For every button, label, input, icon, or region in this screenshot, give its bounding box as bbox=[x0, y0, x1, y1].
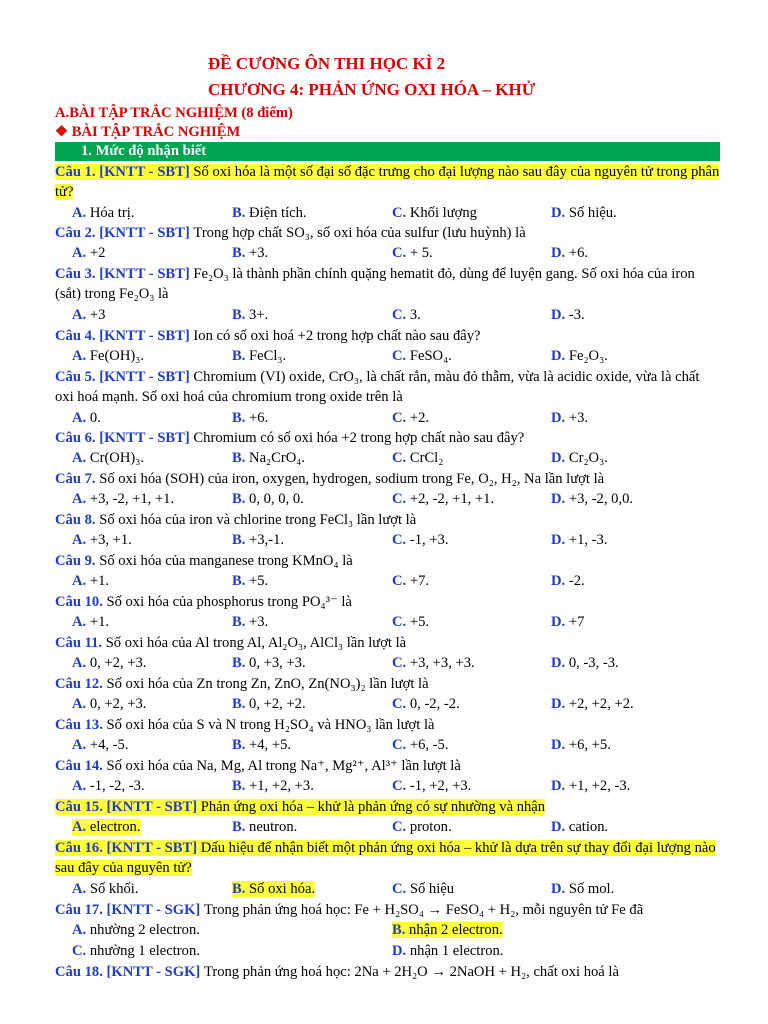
question-number: Câu 8. bbox=[55, 512, 100, 528]
question-text: Trong hợp chất SO₃, số oxi hóa của sulfur (lưu huỳnh) là bbox=[193, 225, 526, 241]
question-6 bbox=[55, 428, 720, 448]
question-2 bbox=[55, 223, 720, 243]
doc-title: ĐỀ CƯƠNG ÔN THI HỌC KÌ 2 bbox=[208, 54, 446, 73]
option-c[interactable]: C. 0, -2, -2. bbox=[392, 696, 460, 712]
question-9 bbox=[55, 551, 720, 571]
question-source-tag: [KNTT - SBT] bbox=[99, 164, 194, 180]
option-a[interactable]: A. +3 bbox=[72, 307, 106, 323]
option-a[interactable]: A. 0, +2, +3. bbox=[72, 655, 147, 671]
option-c[interactable]: C. +7. bbox=[392, 573, 430, 589]
option-b[interactable]: B. Số oxi hóa. bbox=[232, 881, 316, 897]
option-a[interactable]: A. Fe(OH)₃. bbox=[72, 348, 144, 364]
option-b[interactable]: B. 0, 0, 0, 0. bbox=[232, 491, 304, 507]
question-15 bbox=[55, 797, 720, 817]
option-d[interactable]: D. 0, -3, -3. bbox=[551, 655, 619, 671]
options-row bbox=[72, 203, 732, 223]
question-number: Câu 6. bbox=[55, 430, 100, 446]
question-number: Câu 2. bbox=[55, 225, 100, 241]
question-number: Câu 1. bbox=[55, 164, 100, 180]
question-4 bbox=[55, 326, 720, 346]
option-c[interactable]: C. +5. bbox=[392, 614, 430, 630]
question-text: Số oxi hóa của manganese trong KMnO₄ là bbox=[99, 553, 353, 569]
question-10 bbox=[55, 592, 720, 612]
question-3 bbox=[55, 264, 720, 304]
question-source-tag: [KNTT - SBT] bbox=[99, 266, 194, 282]
options-row bbox=[72, 305, 732, 325]
options-row bbox=[72, 408, 732, 428]
option-c[interactable]: C. +3, +3, +3. bbox=[392, 655, 475, 671]
option-c[interactable]: C. +2. bbox=[392, 410, 430, 426]
question-text: Ion có số oxi hoá +2 trong hợp chất nào sau đây? bbox=[193, 328, 481, 344]
question-text: Chromium có số oxi hóa +2 trong hợp chất nào sau đây? bbox=[193, 430, 525, 446]
options-row bbox=[72, 243, 732, 263]
option-d[interactable]: D. Số mol. bbox=[551, 881, 615, 897]
question-5 bbox=[55, 367, 720, 407]
option-d[interactable]: D. +3, -2, 0,0. bbox=[551, 491, 634, 507]
option-a[interactable]: A. -1, -2, -3. bbox=[72, 778, 145, 794]
options-row bbox=[72, 817, 732, 837]
option-a[interactable]: A. Hóa trị. bbox=[72, 205, 135, 221]
question-7 bbox=[55, 469, 720, 489]
question-number: Câu 17. bbox=[55, 902, 107, 918]
options-row bbox=[72, 530, 732, 550]
question-number: Câu 5. bbox=[55, 369, 100, 385]
option-b[interactable]: B. +3. bbox=[232, 245, 269, 261]
question-text: Số oxi hóa của iron và chlorine trong FeCl₃ lần lượt là bbox=[99, 512, 417, 528]
question-number: Câu 18. bbox=[55, 964, 107, 980]
options-row bbox=[72, 879, 732, 899]
question-text: Chromium (VI) oxide, CrO₃, là chất rắn, màu đỏ thẫm, vừa là acidic oxide, vừa là chất oxi hoá mạnh. Số oxi hoá của chromium trong oxide trên là bbox=[55, 369, 700, 405]
question-text: Dấu hiệu để nhận biết một phản ứng oxi hóa – khử là dựa trên sự thay đổi đại lượng nào sau đây của nguyên tử? bbox=[55, 840, 716, 876]
question-source-tag: [KNTT - SGK] bbox=[106, 964, 204, 980]
option-b[interactable]: B. +6. bbox=[232, 410, 269, 426]
question-number: Câu 3. bbox=[55, 266, 100, 282]
option-d[interactable]: D. Cr₂O₃. bbox=[551, 450, 608, 466]
option-a[interactable]: A. nhường 2 electron. bbox=[72, 922, 200, 938]
option-c[interactable]: C. + 5. bbox=[392, 245, 433, 261]
option-b[interactable]: B. nhận 2 electron. bbox=[392, 922, 503, 938]
question-number: Câu 12. bbox=[55, 676, 107, 692]
option-b[interactable]: B. +3,-1. bbox=[232, 532, 285, 548]
question-source-tag: [KNTT - SBT] bbox=[106, 799, 201, 815]
option-d[interactable]: D. -2. bbox=[551, 573, 585, 589]
option-d[interactable]: D. -3. bbox=[551, 307, 585, 323]
option-c[interactable]: C. +6, -5. bbox=[392, 737, 449, 753]
option-b[interactable]: B. +3. bbox=[232, 614, 269, 630]
option-d[interactable]: D. cation. bbox=[551, 819, 609, 835]
question-source-tag: [KNTT - SBT] bbox=[99, 430, 194, 446]
option-b[interactable]: B. +5. bbox=[232, 573, 269, 589]
option-d[interactable]: D. +6. bbox=[551, 245, 589, 261]
option-a[interactable]: A. electron. bbox=[72, 819, 141, 835]
question-text: Số oxi hóa của Al trong Al, Al₂O₃, AlCl₃ lần lượt là bbox=[105, 635, 407, 651]
question-number: Câu 7. bbox=[55, 471, 100, 487]
question-11 bbox=[55, 633, 720, 653]
option-a[interactable]: A. Cr(OH)₃. bbox=[72, 450, 144, 466]
option-a[interactable]: A. +1. bbox=[72, 614, 110, 630]
option-a[interactable]: A. +4, -5. bbox=[72, 737, 129, 753]
question-number: Câu 4. bbox=[55, 328, 100, 344]
question-number: Câu 15. bbox=[55, 799, 107, 815]
option-d[interactable]: D. +1, +2, -3. bbox=[551, 778, 631, 794]
option-c[interactable]: C. -1, +3. bbox=[392, 532, 449, 548]
option-b[interactable]: B. neutron. bbox=[232, 819, 298, 835]
option-c[interactable]: C. CrCl₂ bbox=[392, 450, 444, 466]
option-b[interactable]: B. Điện tích. bbox=[232, 205, 307, 221]
options-row bbox=[72, 571, 732, 591]
option-c[interactable]: C. +2, -2, +1, +1. bbox=[392, 491, 495, 507]
option-b[interactable]: B. 0, +3, +3. bbox=[232, 655, 306, 671]
option-a[interactable]: A. +3, -2, +1, +1. bbox=[72, 491, 175, 507]
question-number: Câu 10. bbox=[55, 594, 107, 610]
question-14 bbox=[55, 756, 720, 776]
question-12 bbox=[55, 674, 720, 694]
option-a[interactable]: A. +3, +1. bbox=[72, 532, 132, 548]
level-bar: 1. Mức độ nhận biết bbox=[55, 142, 720, 161]
option-c[interactable]: C. 3. bbox=[392, 307, 421, 323]
question-text: Trong phản ứng hoá học: 2Na + 2H₂O → 2NaOH + H₂, chất oxi hoá là bbox=[203, 964, 619, 980]
question-text: Số oxi hóa là một số đại số đặc trưng cho đại lượng nào sau đây của nguyên tử trong phân tử? bbox=[55, 164, 720, 200]
option-b[interactable]: B. +4, +5. bbox=[232, 737, 292, 753]
option-d[interactable]: D. Fe₂O₃. bbox=[551, 348, 608, 364]
option-d[interactable]: D. +1, -3. bbox=[551, 532, 608, 548]
options-row bbox=[72, 612, 732, 632]
option-c[interactable]: C. -1, +2, +3. bbox=[392, 778, 472, 794]
option-b[interactable]: B. FeCl₃. bbox=[232, 348, 287, 364]
option-b[interactable]: B. 3+. bbox=[232, 307, 269, 323]
question-source-tag: [KNTT - SGK] bbox=[106, 902, 204, 918]
option-c[interactable]: C. Số hiệu bbox=[392, 881, 455, 897]
option-b[interactable]: B. +1, +2, +3. bbox=[232, 778, 314, 794]
option-c[interactable]: C. nhường 1 electron. bbox=[72, 943, 200, 959]
option-c[interactable]: C. FeSO₄. bbox=[392, 348, 452, 364]
option-a[interactable]: A. 0, +2, +3. bbox=[72, 696, 147, 712]
question-number: Câu 14. bbox=[55, 758, 107, 774]
question-text: Số oxi hóa của Zn trong Zn, ZnO, Zn(NO₃)₂ lần lượt là bbox=[106, 676, 429, 692]
question-source-tag: [KNTT - SBT] bbox=[106, 840, 201, 856]
question-source-tag: [KNTT - SBT] bbox=[99, 369, 194, 385]
option-d[interactable]: D. +2, +2, +2. bbox=[551, 696, 634, 712]
option-d[interactable]: D. +6, +5. bbox=[551, 737, 611, 753]
options-row bbox=[72, 448, 732, 468]
option-d[interactable]: D. nhận 1 electron. bbox=[392, 943, 504, 959]
option-d[interactable]: D. +3. bbox=[551, 410, 589, 426]
options-row bbox=[72, 941, 732, 961]
chapter-title: CHƯƠNG 4: PHẢN ỨNG OXI HÓA – KHỬ bbox=[208, 80, 536, 99]
option-a[interactable]: A. +2 bbox=[72, 245, 106, 261]
question-text: Số oxi hóa của S và N trong H₂SO₄ và HNO₃ lần lượt là bbox=[106, 717, 435, 733]
options-row bbox=[72, 776, 732, 796]
question-number: Câu 9. bbox=[55, 553, 100, 569]
option-a[interactable]: A. 0. bbox=[72, 410, 101, 426]
question-source-tag: [KNTT - SBT] bbox=[99, 225, 194, 241]
option-a[interactable]: A. +1. bbox=[72, 573, 110, 589]
subsection-heading: ❖ BÀI TẬP TRẮC NGHIỆM bbox=[55, 124, 241, 140]
options-row bbox=[72, 694, 732, 714]
options-row bbox=[72, 920, 732, 940]
question-18 bbox=[55, 962, 720, 982]
option-c[interactable]: C. proton. bbox=[392, 819, 452, 835]
question-text: Số oxi hóa của phosphorus trong PO₄³⁻ là bbox=[106, 594, 352, 610]
option-b[interactable]: B. 0, +2, +2. bbox=[232, 696, 306, 712]
question-number: Câu 13. bbox=[55, 717, 107, 733]
option-c[interactable]: C. Khối lượng bbox=[392, 205, 477, 221]
section-a-heading: A.BÀI TẬP TRẮC NGHIỆM (8 điểm) bbox=[55, 105, 293, 121]
question-number: Câu 11. bbox=[55, 635, 106, 651]
option-d[interactable]: D. +7 bbox=[551, 614, 585, 630]
option-b[interactable]: B. Na₂CrO₄. bbox=[232, 450, 306, 466]
options-row bbox=[72, 735, 732, 755]
question-17 bbox=[55, 900, 720, 920]
question-text: Số oxi hóa của Na, Mg, Al trong Na⁺, Mg²⁺, Al³⁺ lần lượt là bbox=[106, 758, 461, 774]
option-d[interactable]: D. Số hiệu. bbox=[551, 205, 617, 221]
option-a[interactable]: A. Số khối. bbox=[72, 881, 139, 897]
question-text: Số oxi hóa (SOH) của iron, oxygen, hydrogen, sodium trong Fe, O₂, H₂, Na lần lượt là bbox=[99, 471, 605, 487]
question-text: Trong phản ứng hoá học: Fe + H₂SO₄ → FeSO₄ + H₂, mỗi nguyên tử Fe đã bbox=[203, 902, 644, 918]
options-row bbox=[72, 346, 732, 366]
question-13 bbox=[55, 715, 720, 735]
question-number: Câu 16. bbox=[55, 840, 107, 856]
options-row bbox=[72, 653, 732, 673]
question-source-tag: [KNTT - SBT] bbox=[99, 328, 194, 344]
question-16 bbox=[55, 838, 720, 878]
question-8 bbox=[55, 510, 720, 530]
question-1 bbox=[55, 162, 720, 202]
question-text: Phản ứng oxi hóa – khử là phản ứng có sự nhường và nhận bbox=[200, 799, 546, 815]
options-row bbox=[72, 489, 732, 509]
question-text: Fe₂O₃ là thành phần chính quặng hematit đỏ, dùng để luyện gang. Số oxi hóa của iron (sắt) trong Fe₂O₃ là bbox=[55, 266, 695, 302]
